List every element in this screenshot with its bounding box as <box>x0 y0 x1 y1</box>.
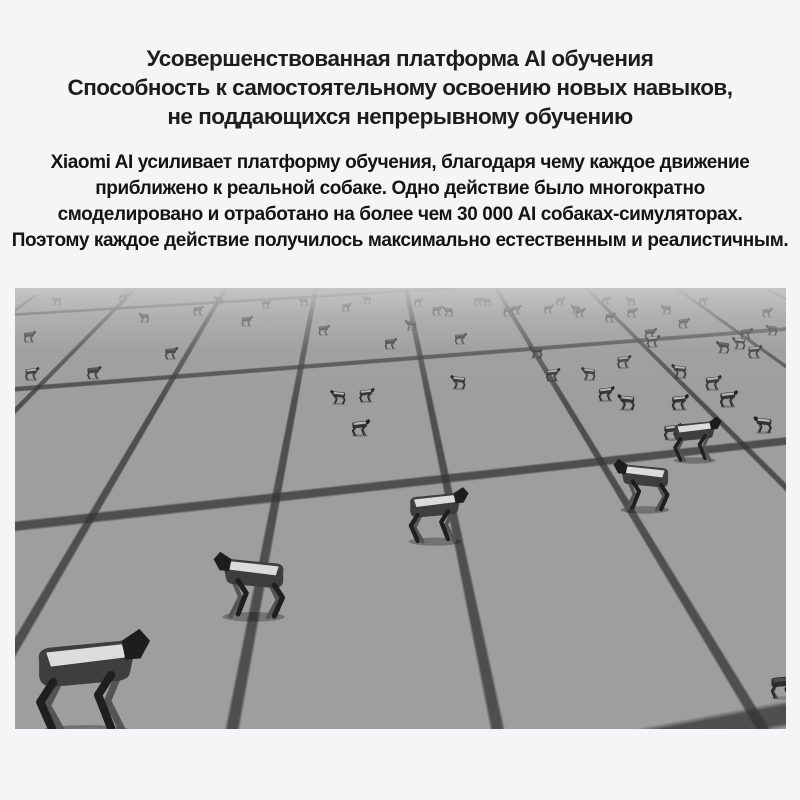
robots-layer <box>15 288 786 729</box>
robot-dog <box>625 307 639 318</box>
robot-dog <box>509 304 523 315</box>
robot-dog <box>764 324 780 336</box>
robot-dog <box>697 296 710 306</box>
intro-line-3: смоделировано и отработано на более чем 30 000 AI собаках-симуляторах. <box>57 204 743 225</box>
robot-dog <box>573 307 587 318</box>
robot-dog <box>624 296 637 306</box>
robot-dog <box>669 363 690 379</box>
robot-dog <box>579 366 599 381</box>
robot-dog <box>403 319 419 331</box>
robot-dog <box>382 337 399 350</box>
robot-dog <box>15 623 165 729</box>
robot-dog <box>554 296 567 306</box>
robot-dog <box>751 415 776 434</box>
robot-dog <box>356 387 377 403</box>
title-line-2: Способность к самостоятельному освоению новых навыков, <box>67 75 733 100</box>
robot-dog <box>22 366 42 381</box>
robot-dog <box>50 296 63 306</box>
robot-dog <box>659 304 673 315</box>
robot-dog <box>84 365 104 380</box>
robot-dog <box>361 295 373 304</box>
robot-dog <box>676 317 692 329</box>
robot-dog <box>396 484 477 546</box>
robot-dog <box>316 324 332 336</box>
intro-line-1: Xiaomi AI усиливает платформу обучения, благодаря чему каждое движение <box>50 152 750 173</box>
robot-dog <box>412 297 425 307</box>
robot-dog <box>348 418 373 437</box>
robot-dog <box>137 312 151 323</box>
robot-dog <box>117 292 130 302</box>
robot-dog <box>162 346 180 360</box>
robot-dog <box>600 296 612 305</box>
robot-dog <box>668 393 691 411</box>
robot-dog <box>452 332 469 345</box>
robot-dog <box>663 414 728 464</box>
robot-dog <box>204 548 300 622</box>
title-line-3: не поддающихся непрерывному обучению <box>167 104 633 129</box>
robot-dog <box>340 302 353 312</box>
robot-dog <box>212 295 225 305</box>
robot-dog <box>615 393 638 411</box>
robot-dog <box>21 330 38 343</box>
robot-dog <box>448 374 469 390</box>
simulation-render-image <box>15 288 786 729</box>
robot-dog <box>328 389 349 405</box>
robot-dog <box>441 306 455 317</box>
robot-dog <box>745 344 765 359</box>
robot-dog <box>543 367 563 382</box>
robot-dog <box>527 345 545 359</box>
robot-dog <box>603 312 617 323</box>
page-title <box>0 0 800 131</box>
robot-dog <box>297 297 310 307</box>
intro-line-2: приближено к реальной собаке. Одно действие было многократно <box>95 178 705 199</box>
robot-dog <box>191 305 205 316</box>
robot-dog <box>716 389 741 408</box>
title-line-1: Усовершенствованная платформа AI обучения <box>146 46 654 71</box>
robot-dog <box>239 315 255 327</box>
intro-line-4: Поэтому каждое действие получилось максимально естественным и реалистичным. <box>11 230 789 251</box>
robot-dog <box>260 299 273 309</box>
robot-dog <box>606 456 681 514</box>
robot-dog <box>644 334 662 348</box>
robot-dog <box>614 354 634 369</box>
intro-paragraph <box>0 150 800 254</box>
robot-dog <box>480 297 493 307</box>
robot-dog <box>760 307 774 318</box>
robot-dog <box>765 672 786 700</box>
